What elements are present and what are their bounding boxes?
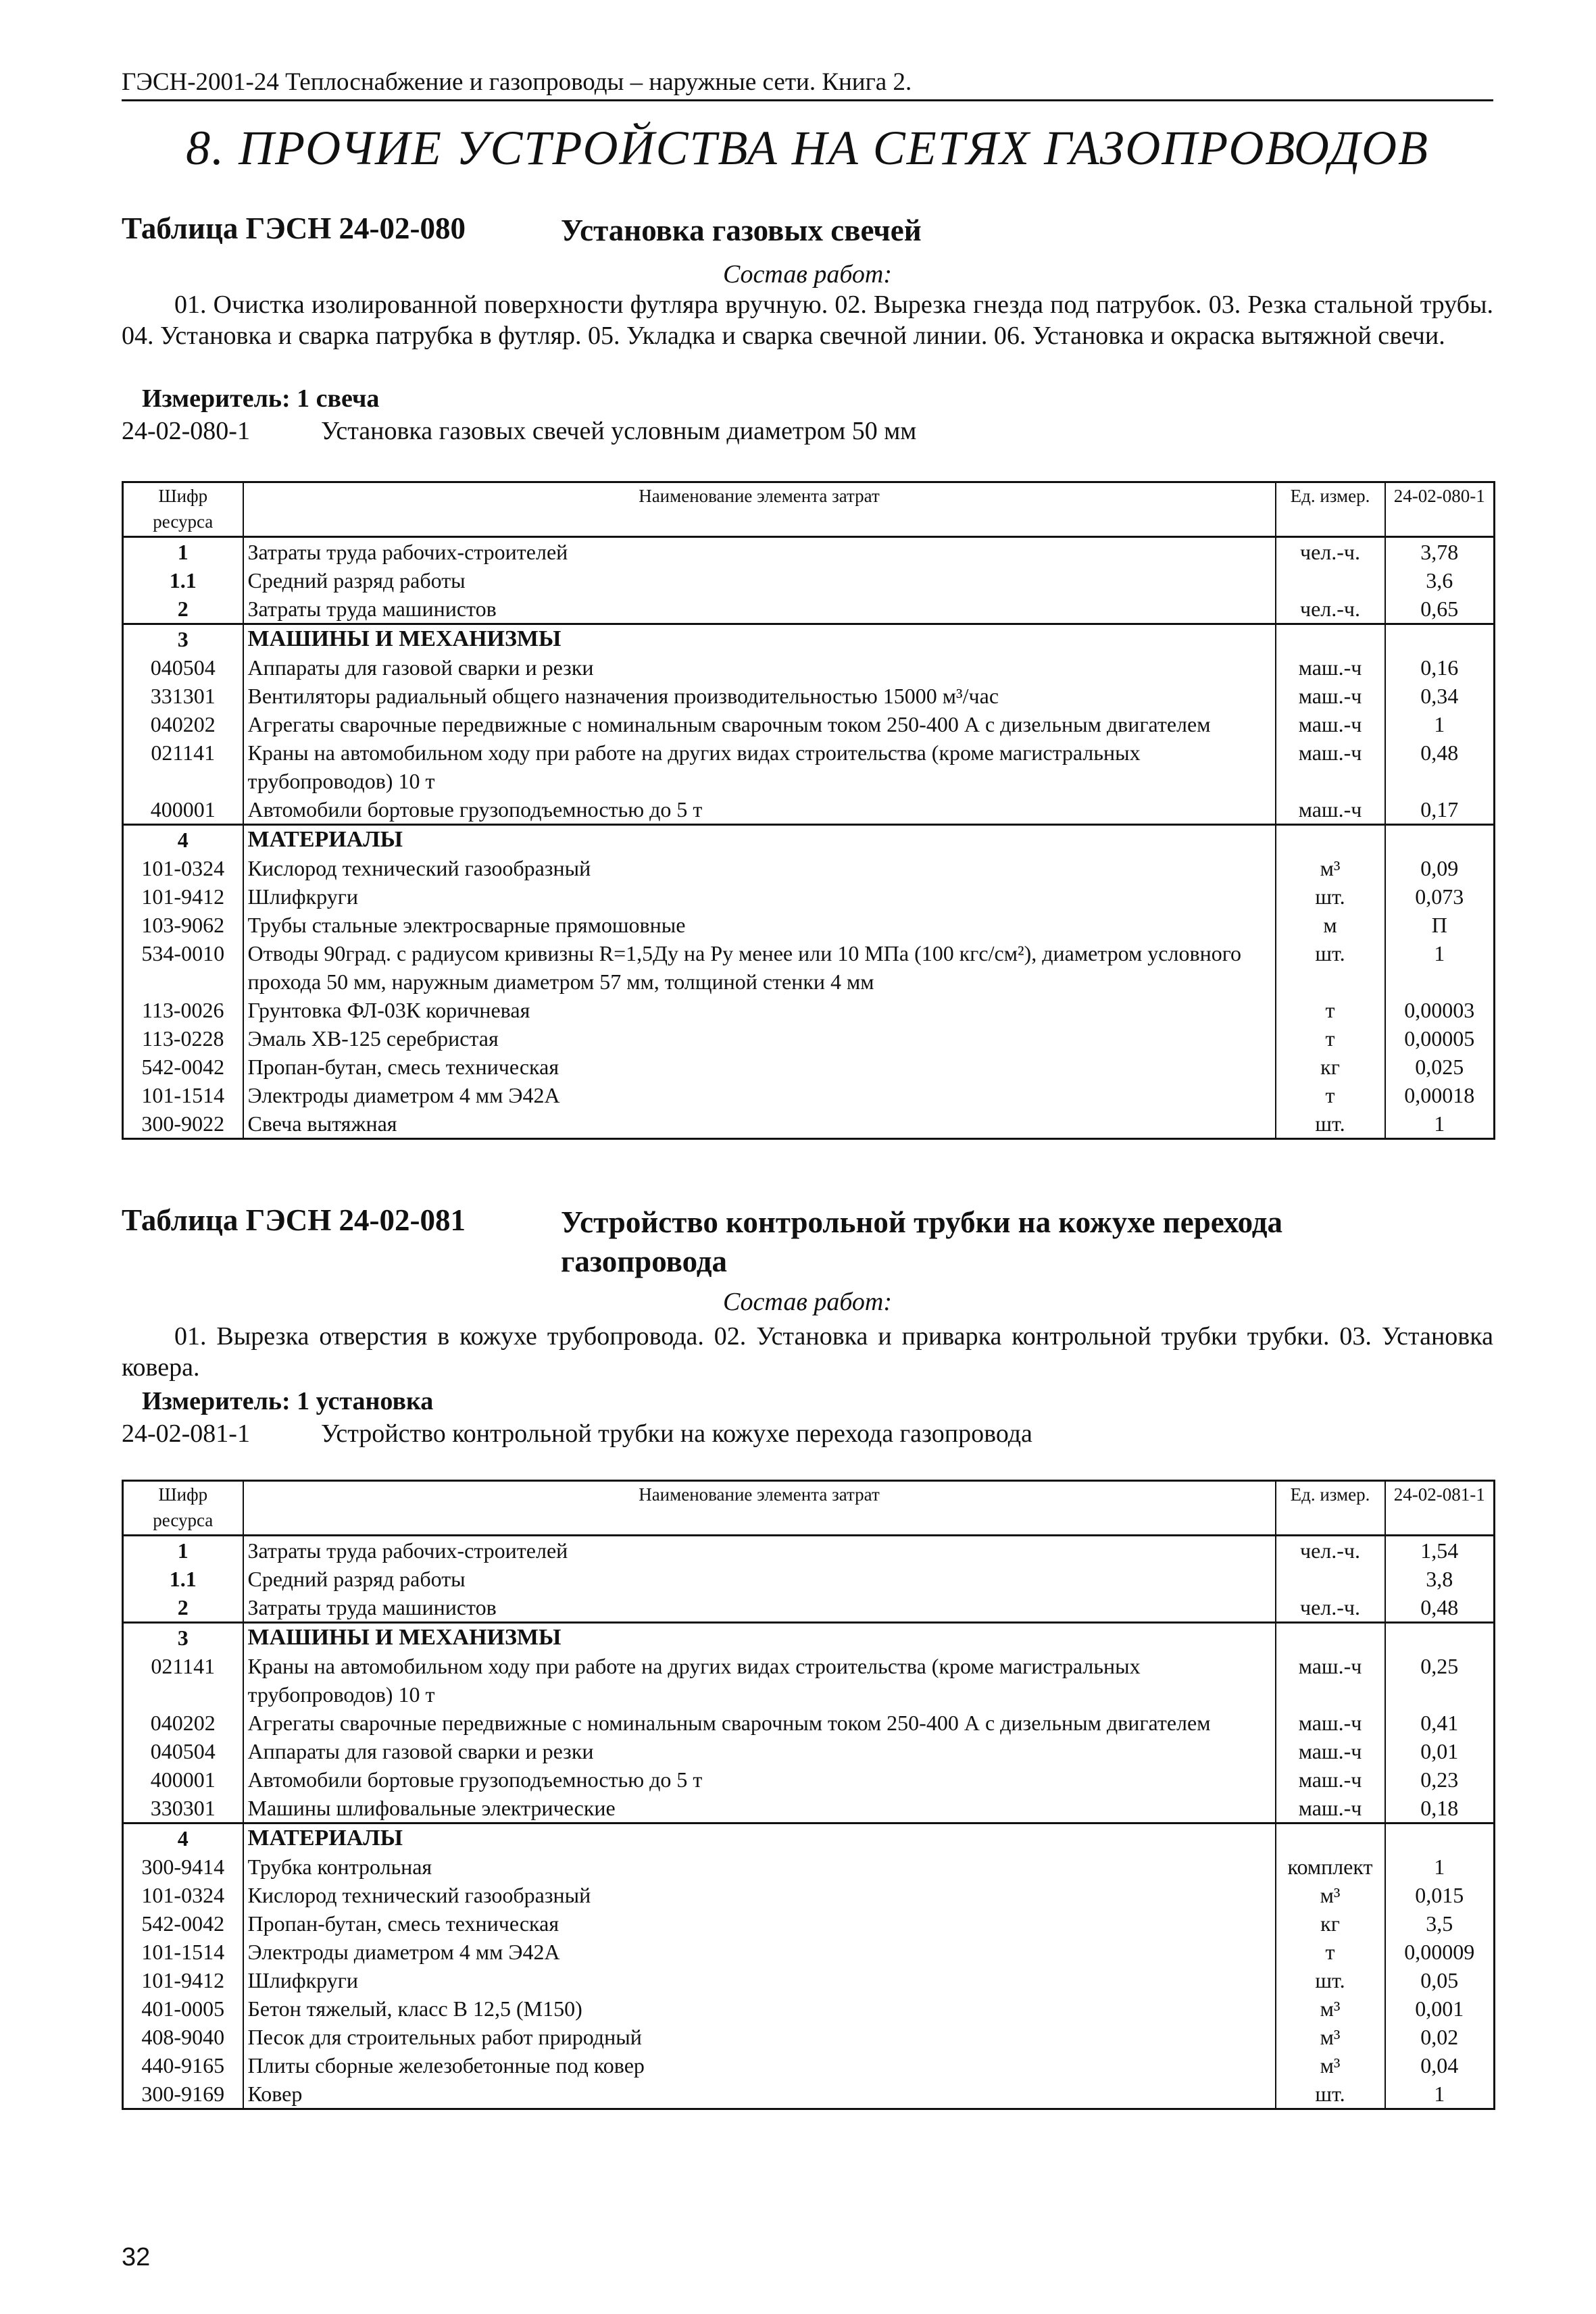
cell-unit	[1276, 566, 1385, 595]
cell-unit: т	[1276, 1081, 1385, 1109]
cell-name: Грунтовка ФЛ-03К коричневая	[243, 996, 1276, 1024]
table-row	[123, 911, 1495, 939]
cell-value: 0,34	[1385, 682, 1495, 710]
table-row	[123, 1853, 1495, 1881]
cell-unit: чел.-ч.	[1276, 1536, 1385, 1565]
cell-code: 4	[123, 1823, 243, 1853]
cell-name: Средний разряд работы	[243, 1565, 1276, 1593]
cell-unit: маш.-ч	[1276, 710, 1385, 738]
cell-value: 0,25	[1385, 1652, 1495, 1709]
cell-code: 3	[123, 1623, 243, 1653]
table-row	[123, 1109, 1495, 1139]
cell-value: 0,00005	[1385, 1024, 1495, 1053]
cell-unit	[1276, 1623, 1385, 1653]
chapter-title: 8. ПРОЧИЕ УСТРОЙСТВА НА СЕТЯХ ГАЗОПРОВОДОВ	[186, 121, 1429, 175]
cell-unit	[1276, 1565, 1385, 1593]
column-header-unit: Ед. измер.	[1276, 1481, 1385, 1536]
table-body	[123, 537, 1495, 1139]
cell-value: 0,001	[1385, 1994, 1495, 2023]
cell-code: 1.1	[123, 1565, 243, 1593]
resource-table-2	[122, 1480, 1495, 2110]
column-header-code: Шифр ресурса	[123, 482, 243, 537]
cell-name: Аппараты для газовой сварки и резки	[243, 653, 1276, 682]
cell-value: 0,09	[1385, 854, 1495, 882]
table-row	[123, 2051, 1495, 2080]
cell-code: 103-9062	[123, 911, 243, 939]
cell-code: 2	[123, 1593, 243, 1623]
cell-value: 1,54	[1385, 1536, 1495, 1565]
cell-code: 021141	[123, 1652, 243, 1709]
table-row	[123, 1536, 1495, 1565]
cell-name: Аппараты для газовой сварки и резки	[243, 1737, 1276, 1765]
table-row	[123, 1593, 1495, 1623]
cell-value: 0,48	[1385, 738, 1495, 795]
table-row	[123, 825, 1495, 855]
cell-unit	[1276, 825, 1385, 855]
cell-value: 0,00009	[1385, 1938, 1495, 1966]
cell-name: Вентиляторы радиальный общего назначения производительностью 15000 м³/час	[243, 682, 1276, 710]
cell-unit: м³	[1276, 854, 1385, 882]
cell-code: 4	[123, 825, 243, 855]
cell-code: 300-9414	[123, 1853, 243, 1881]
table-body	[123, 1536, 1495, 2109]
cell-value: 0,073	[1385, 882, 1495, 911]
table-row	[123, 710, 1495, 738]
cell-code: 101-0324	[123, 1881, 243, 1909]
cell-value: 1	[1385, 2080, 1495, 2109]
cell-value: 0,48	[1385, 1593, 1495, 1623]
table-row	[123, 1024, 1495, 1053]
table-row	[123, 1765, 1495, 1794]
cell-name: МАШИНЫ И МЕХАНИЗМЫ	[243, 624, 1276, 654]
column-header-code: Шифр ресурса	[123, 1481, 243, 1536]
item-code: 24-02-081-1	[122, 1419, 250, 1448]
column-header-value: 24-02-081-1	[1385, 1481, 1495, 1536]
cell-code: 113-0026	[123, 996, 243, 1024]
cell-name: Плиты сборные железобетонные под ковер	[243, 2051, 1276, 2080]
cell-unit: маш.-ч	[1276, 1652, 1385, 1709]
cell-code: 101-1514	[123, 1081, 243, 1109]
table-row	[123, 795, 1495, 825]
cell-name: Ковер	[243, 2080, 1276, 2109]
cell-code: 101-9412	[123, 1966, 243, 1994]
cell-code: 542-0042	[123, 1053, 243, 1081]
cell-value: 0,16	[1385, 653, 1495, 682]
table-row	[123, 738, 1495, 795]
cell-name: МАТЕРИАЛЫ	[243, 825, 1276, 855]
table-row	[123, 1053, 1495, 1081]
table-code: Таблица ГЭСН 24-02-081	[122, 1203, 466, 1237]
cell-value: 3,5	[1385, 1909, 1495, 1938]
cell-name: Электроды диаметром 4 мм Э42А	[243, 1081, 1276, 1109]
cell-unit	[1276, 624, 1385, 654]
cell-name: Затраты труда машинистов	[243, 1593, 1276, 1623]
cell-value: 0,01	[1385, 1737, 1495, 1765]
table-row	[123, 882, 1495, 911]
cell-unit: чел.-ч.	[1276, 1593, 1385, 1623]
cell-value: 0,18	[1385, 1794, 1495, 1823]
cell-unit: маш.-ч	[1276, 1765, 1385, 1794]
table-row	[123, 1081, 1495, 1109]
table-header-row	[123, 1481, 1495, 1536]
cell-name: Краны на автомобильном ходу при работе на других видах строительства (кроме магистральных трубопроводов) 10 т	[243, 738, 1276, 795]
cell-value: 1	[1385, 710, 1495, 738]
cell-name: Агрегаты сварочные передвижные с номинальным сварочным током 250-400 А с дизельным двигателем	[243, 1709, 1276, 1737]
cell-name: Пропан-бутан, смесь техническая	[243, 1053, 1276, 1081]
cell-value: 0,02	[1385, 2023, 1495, 2051]
cell-code: 3	[123, 624, 243, 654]
cell-value: 0,00018	[1385, 1081, 1495, 1109]
cell-unit: м³	[1276, 2023, 1385, 2051]
table-code: Таблица ГЭСН 24-02-080	[122, 211, 466, 245]
table-row	[123, 653, 1495, 682]
cell-unit: шт.	[1276, 1966, 1385, 1994]
table-row	[123, 854, 1495, 882]
cell-code: 040202	[123, 710, 243, 738]
table-header-row	[123, 482, 1495, 537]
column-header-value: 24-02-080-1	[1385, 482, 1495, 537]
table-row	[123, 1709, 1495, 1737]
column-header-name: Наименование элемента затрат	[243, 1481, 1276, 1536]
cell-unit: маш.-ч	[1276, 682, 1385, 710]
cell-code: 300-9169	[123, 2080, 243, 2109]
composition-text: 01. Очистка изолированной поверхности футляра вручную. 02. Вырезка гнезда под патрубок. 03. Резка стальной трубы. 04. Установка и сварка патрубка в футляр. 05. Укладка и сварка свечной линии. 06. Установка и окраска вытяжной свечи.	[122, 291, 1493, 350]
cell-code: 040504	[123, 1737, 243, 1765]
cell-name: Бетон тяжелый, класс В 12,5 (М150)	[243, 1994, 1276, 2023]
cell-value: 1	[1385, 939, 1495, 996]
cell-unit: шт.	[1276, 882, 1385, 911]
cell-code: 330301	[123, 1794, 243, 1823]
cell-code: 300-9022	[123, 1109, 243, 1139]
cell-unit: маш.-ч	[1276, 653, 1385, 682]
cell-name: МАТЕРИАЛЫ	[243, 1823, 1276, 1853]
meter-label: Измеритель: 1 свеча	[142, 384, 380, 413]
table-row	[123, 595, 1495, 624]
cell-name: МАШИНЫ И МЕХАНИЗМЫ	[243, 1623, 1276, 1653]
table-row	[123, 1737, 1495, 1765]
cell-name: Затраты труда рабочих-строителей	[243, 1536, 1276, 1565]
item-line	[122, 416, 917, 446]
table-row	[123, 1565, 1495, 1593]
cell-name: Электроды диаметром 4 мм Э42А	[243, 1938, 1276, 1966]
composition-label: Состав работ:	[722, 260, 893, 288]
cell-value: 0,17	[1385, 795, 1495, 825]
cell-value: П	[1385, 911, 1495, 939]
cell-unit: маш.-ч	[1276, 1794, 1385, 1823]
cell-name: Трубы стальные электросварные прямошовные	[243, 911, 1276, 939]
cell-value: 0,65	[1385, 595, 1495, 624]
page-number: 32	[122, 2243, 151, 2271]
table-row	[123, 1794, 1495, 1823]
cell-value: 0,04	[1385, 2051, 1495, 2080]
item-code: 24-02-080-1	[122, 417, 250, 445]
cell-value: 3,78	[1385, 537, 1495, 567]
cell-value: 3,8	[1385, 1565, 1495, 1593]
cell-unit: кг	[1276, 1053, 1385, 1081]
cell-code: 401-0005	[123, 1994, 243, 2023]
table-row	[123, 939, 1495, 996]
cell-unit: чел.-ч.	[1276, 595, 1385, 624]
column-header-unit: Ед. измер.	[1276, 482, 1385, 537]
cell-unit: м³	[1276, 2051, 1385, 2080]
table-title: Установка газовых свечей	[561, 213, 922, 247]
item-title: Устройство контрольной трубки на кожухе перехода газопровода	[321, 1419, 1032, 1448]
cell-unit: маш.-ч	[1276, 795, 1385, 825]
table-row	[123, 1966, 1495, 1994]
meter-label: Измеритель: 1 установка	[142, 1387, 434, 1415]
composition-label: Состав работ:	[722, 1288, 893, 1316]
cell-code: 040504	[123, 653, 243, 682]
cell-code: 021141	[123, 738, 243, 795]
cell-code: 1	[123, 1536, 243, 1565]
cell-name: Машины шлифовальные электрические	[243, 1794, 1276, 1823]
cell-name: Шлифкруги	[243, 882, 1276, 911]
cell-name: Пропан-бутан, смесь техническая	[243, 1909, 1276, 1938]
cell-code: 2	[123, 595, 243, 624]
running-header: ГЭСН-2001-24 Теплоснабжение и газопроводы – наружные сети. Книга 2.	[122, 68, 1493, 101]
cell-unit: м³	[1276, 1881, 1385, 1909]
cell-value	[1385, 1823, 1495, 1853]
cell-name: Кислород технический газообразный	[243, 854, 1276, 882]
cell-unit: маш.-ч	[1276, 1709, 1385, 1737]
cell-unit: чел.-ч.	[1276, 537, 1385, 567]
table-row	[123, 624, 1495, 654]
table-row	[123, 1652, 1495, 1709]
cell-value: 0,23	[1385, 1765, 1495, 1794]
cell-name: Отводы 90град. с радиусом кривизны R=1,5Ду на Ру менее или 10 МПа (100 кгс/см²), диаметром условного прохода 50 мм, наружным диаметром 57 мм, толщиной стенки 4 мм	[243, 939, 1276, 996]
table-row	[123, 2080, 1495, 2109]
cell-name: Шлифкруги	[243, 1966, 1276, 1994]
table-row	[123, 566, 1495, 595]
cell-value: 1	[1385, 1109, 1495, 1139]
cell-value: 3,6	[1385, 566, 1495, 595]
cell-value: 0,025	[1385, 1053, 1495, 1081]
cell-code: 1.1	[123, 566, 243, 595]
cell-code: 440-9165	[123, 2051, 243, 2080]
cell-code: 113-0228	[123, 1024, 243, 1053]
cell-value: 0,00003	[1385, 996, 1495, 1024]
cell-unit: маш.-ч	[1276, 738, 1385, 795]
cell-name: Автомобили бортовые грузоподъемностью до 5 т	[243, 795, 1276, 825]
cell-code: 040202	[123, 1709, 243, 1737]
cell-name: Автомобили бортовые грузоподъемностью до 5 т	[243, 1765, 1276, 1794]
cell-code: 101-0324	[123, 854, 243, 882]
item-line	[122, 1419, 1032, 1449]
cell-value	[1385, 825, 1495, 855]
table-row	[123, 996, 1495, 1024]
cell-value: 1	[1385, 1853, 1495, 1881]
table-row	[123, 1823, 1495, 1853]
cell-value: 0,05	[1385, 1966, 1495, 1994]
cell-value	[1385, 624, 1495, 654]
cell-unit: шт.	[1276, 2080, 1385, 2109]
cell-unit: комплект	[1276, 1853, 1385, 1881]
cell-name: Песок для строительных работ природный	[243, 2023, 1276, 2051]
cell-unit: шт.	[1276, 939, 1385, 996]
composition-text: 01. Вырезка отверстия в кожухе трубопровода. 02. Установка и приварка контрольной трубки трубки. 03. Установка ковера.	[122, 1322, 1493, 1382]
cell-code: 534-0010	[123, 939, 243, 996]
cell-code: 408-9040	[123, 2023, 243, 2051]
cell-name: Средний разряд работы	[243, 566, 1276, 595]
cell-name: Краны на автомобильном ходу при работе на других видах строительства (кроме магистральных трубопроводов) 10 т	[243, 1652, 1276, 1709]
cell-name: Трубка контрольная	[243, 1853, 1276, 1881]
cell-name: Кислород технический газообразный	[243, 1881, 1276, 1909]
table-row	[123, 1909, 1495, 1938]
cell-code: 542-0042	[123, 1909, 243, 1938]
cell-unit: м	[1276, 911, 1385, 939]
table-row	[123, 682, 1495, 710]
cell-name: Свеча вытяжная	[243, 1109, 1276, 1139]
cell-name: Затраты труда машинистов	[243, 595, 1276, 624]
table-row	[123, 2023, 1495, 2051]
table-row	[123, 1881, 1495, 1909]
resource-table-1	[122, 481, 1495, 1140]
cell-unit: шт.	[1276, 1109, 1385, 1139]
cell-code: 331301	[123, 682, 243, 710]
column-header-name: Наименование элемента затрат	[243, 482, 1276, 537]
table-title: Устройство контрольной трубки на кожухе перехода газопровода	[561, 1205, 1283, 1278]
cell-code: 400001	[123, 795, 243, 825]
cell-code: 101-9412	[123, 882, 243, 911]
cell-unit: м³	[1276, 1994, 1385, 2023]
cell-name: Затраты труда рабочих-строителей	[243, 537, 1276, 567]
cell-unit	[1276, 1823, 1385, 1853]
cell-code: 101-1514	[123, 1938, 243, 1966]
cell-unit: т	[1276, 1024, 1385, 1053]
cell-value: 0,015	[1385, 1881, 1495, 1909]
item-title: Установка газовых свечей условным диаметром 50 мм	[321, 417, 917, 445]
cell-name: Агрегаты сварочные передвижные с номинальным сварочным током 250-400 А с дизельным двигателем	[243, 710, 1276, 738]
table-row	[123, 1623, 1495, 1653]
cell-unit: т	[1276, 996, 1385, 1024]
table-row	[123, 537, 1495, 567]
cell-code: 400001	[123, 1765, 243, 1794]
cell-value	[1385, 1623, 1495, 1653]
table-row	[123, 1994, 1495, 2023]
cell-value: 0,41	[1385, 1709, 1495, 1737]
cell-code: 1	[123, 537, 243, 567]
cell-unit: кг	[1276, 1909, 1385, 1938]
cell-name: Эмаль ХВ-125 серебристая	[243, 1024, 1276, 1053]
cell-unit: т	[1276, 1938, 1385, 1966]
table-row	[123, 1938, 1495, 1966]
cell-unit: маш.-ч	[1276, 1737, 1385, 1765]
